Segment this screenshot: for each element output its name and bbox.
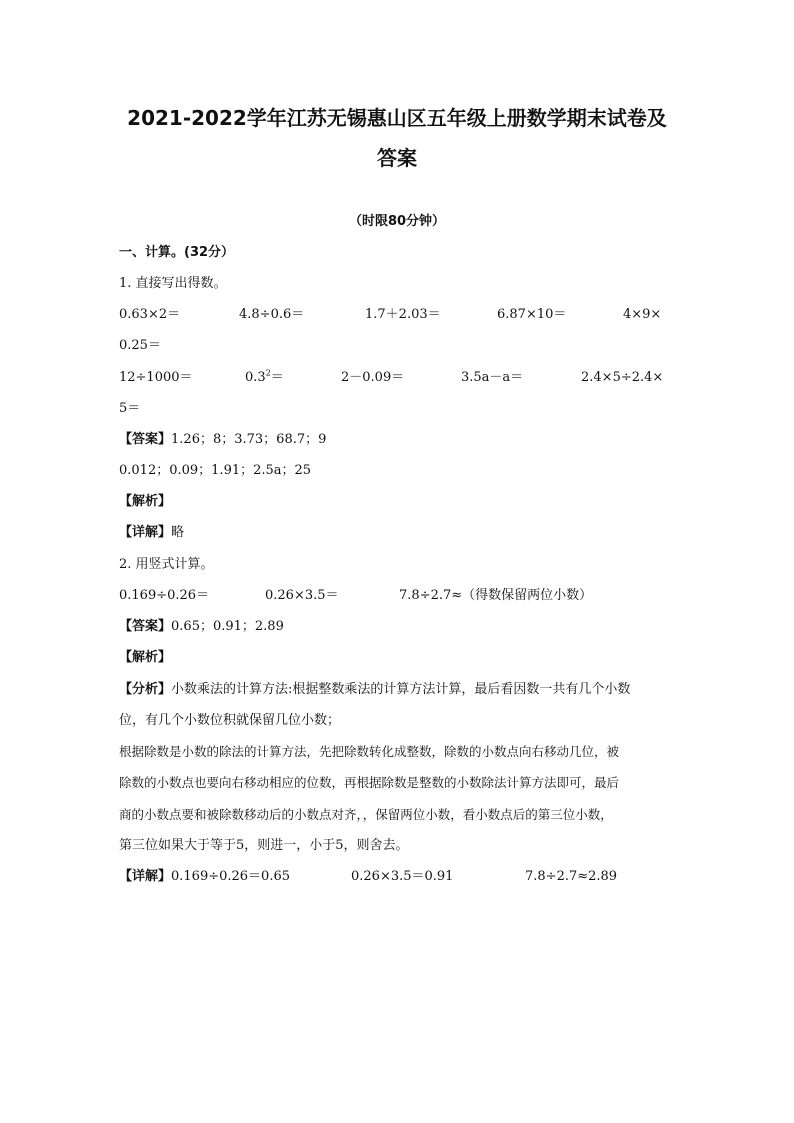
power-equals: ＝	[270, 370, 284, 385]
detail-item: 0.169÷0.26＝0.65	[171, 869, 290, 884]
q2-para-line1: 根据除数是小数的除法的计算方法，先把除数转化成整数，除数的小数点向右移动几位，被	[119, 744, 620, 759]
q2-para-line3: 商的小数点要和被除数移动后的小数点对齐，，保留两位小数，看小数点后的第三位小数，	[119, 807, 613, 822]
q2-item: 7.8÷2.7≈（得数保留两位小数）	[399, 588, 593, 603]
q1-answer	[119, 431, 326, 449]
answer-text: 0.65；0.91；2.89	[171, 619, 284, 634]
q1-item: 4.8÷0.6＝	[239, 307, 305, 322]
q2-fenxi-line1	[119, 681, 679, 699]
detail-text: 略	[171, 525, 185, 540]
q2-item: 0.169÷0.26＝	[119, 588, 210, 603]
q2-fenxi-line2: 位，有几个小数位积就保留几位小数；	[119, 713, 341, 728]
q1-item: 0.63×2＝	[119, 307, 181, 322]
exam-title-line2: 答案	[377, 146, 417, 170]
answer-tag: 【答案】	[119, 619, 172, 634]
q1-label: 1. 直接写出得数。	[119, 276, 227, 291]
q1-item: 3.5a－a＝	[461, 370, 524, 385]
fenxi-tag: 【分析】	[119, 682, 172, 697]
q1-detail	[119, 524, 184, 542]
answer-text: 1.26；8；3.73；68.7；9	[171, 432, 327, 447]
q2-para-line2: 除数的小数点也要向右移动相应的位数，再根据除数是整数的小数除法计算方法即可，最后	[119, 775, 620, 790]
exam-title-line1: 2021-2022学年江苏无锡惠山区五年级上册数学期末试卷及	[127, 106, 667, 130]
q1-row1-continuation: 0.25＝	[119, 338, 161, 353]
q1-item: 1.7＋2.03＝	[365, 307, 441, 322]
time-limit: （时限80分钟）	[348, 214, 446, 229]
q1-item: 4×9×	[623, 307, 662, 322]
q2-answer	[119, 618, 284, 636]
q1-item: 2－0.09＝	[341, 370, 405, 385]
detail-item: 7.8÷2.7≈2.89	[525, 869, 618, 884]
section1-heading: 一、计算。(32分）	[119, 245, 235, 260]
power-exponent: 2	[265, 368, 271, 378]
detail-tag: 【详解】	[119, 869, 172, 884]
q2-label: 2. 用竖式计算。	[119, 557, 214, 572]
q1-answer-line2: 0.012；0.09；1.91；2.5a；25	[119, 463, 312, 478]
detail-item: 0.26×3.5＝0.91	[351, 869, 454, 884]
q2-para-line4: 第三位如果大于等于5，则进一，小于5，则舍去。	[119, 838, 409, 853]
q1-analysis-tag: 【解析】	[119, 494, 172, 509]
q2-analysis-tag: 【解析】	[119, 650, 172, 665]
detail-tag: 【详解】	[119, 525, 172, 540]
q1-item: 6.87×10＝	[497, 307, 567, 322]
q1-item: 12÷1000＝	[119, 370, 193, 385]
power-base: 0.3	[245, 370, 266, 385]
q1-item: 2.4×5÷2.4×	[581, 370, 664, 385]
q1-row2-continuation: 5＝	[119, 401, 141, 416]
q2-item: 0.26×3.5＝	[265, 588, 339, 603]
answer-tag: 【答案】	[119, 432, 172, 447]
fenxi-text: 小数乘法的计算方法:根据整数乘法的计算方法计算，最后看因数一共有几个小数	[171, 682, 631, 697]
q1-item-power	[245, 369, 284, 387]
